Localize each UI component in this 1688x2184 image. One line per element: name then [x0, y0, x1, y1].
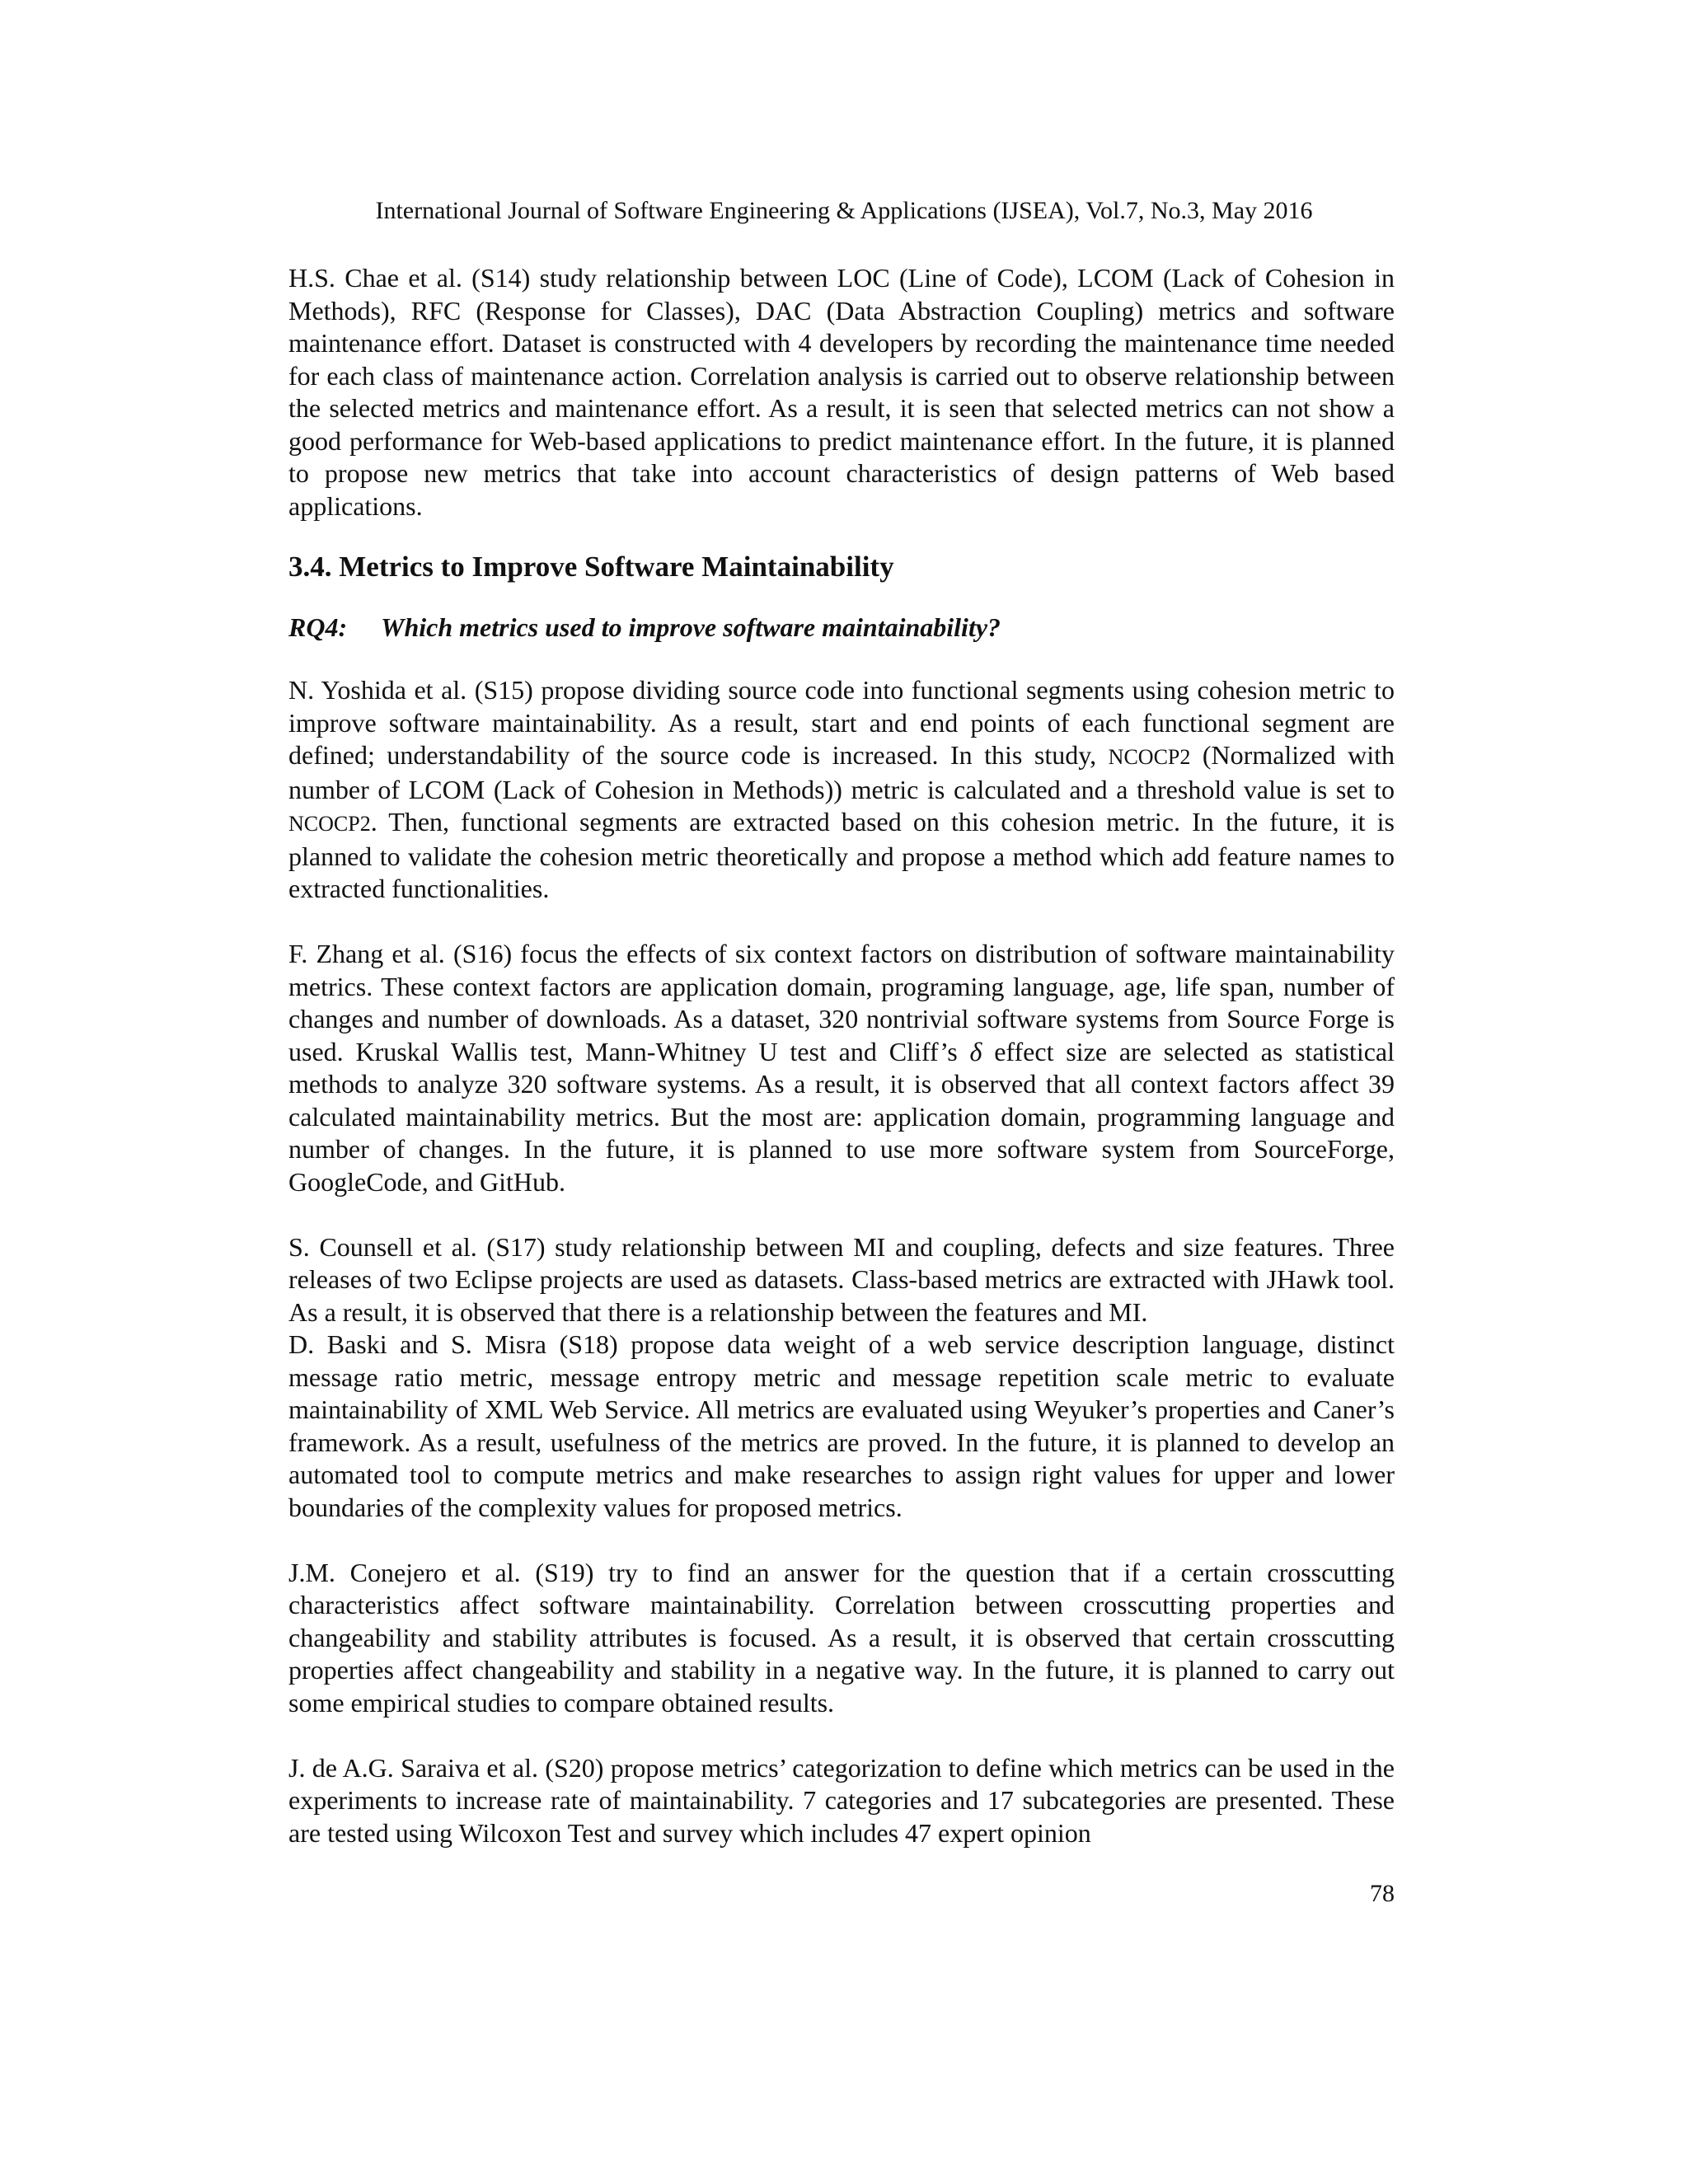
paragraph-s16 [288, 938, 1395, 1198]
paragraph-s16-part-b: effect size are selected as statistical methods to analyze 320 software systems. As a result, it is observed that all context factors affect 39 calculated maintainability metrics. But the most are: application domain, programming language and number of changes. In the future, it is planned to use more software system from SourceForge, GoogleCode, and GitHub. [288, 1036, 1395, 1197]
metric-ncocp2: NCOCP2 [288, 812, 371, 836]
paragraph-s15-part-c: . Then, functional segments are extracted based on this cohesion metric. In the future, it is planned to validate the cohesion metric theoretically and propose a method which add feature names to extracted functionalities. [288, 807, 1395, 903]
running-header: International Journal of Software Engineering & Applications (IJSEA), Vol.7, No.3, May 2016 [375, 197, 1313, 224]
paragraph-s17: S. Counsell et al. (S17) study relationship between MI and coupling, defects and size features. Three releases of two Eclipse projects are used as datasets. Class-based metrics are extracted with JHawk tool. As a result, it is observed that there is a relationship between the features and MI. [288, 1231, 1395, 1327]
page-body [288, 262, 1395, 1849]
section-title: 3.4. Metrics to Improve Software Maintainability [288, 551, 894, 583]
rq-text: Which metrics used to improve software maintainability? [381, 612, 1001, 642]
metric-ncocp2: NCOCP2 [1108, 745, 1191, 769]
paragraph-s15 [288, 674, 1395, 906]
paragraph-s16-part-a: F. Zhang et al. (S16) focus the effects of six context factors on distribution of software maintainability metrics. These context factors are application domain, programing language, age, life span, number of changes and number of downloads. As a dataset, 320 nontrivial software systems from Source Forge is used. Kruskal Wallis test, Mann-Whitney U test and Cliff’s [288, 939, 1395, 1066]
rq-label: RQ4: [288, 612, 348, 642]
paragraph-s18: D. Baski and S. Misra (S18) propose data weight of a web service description language, distinct message ratio metric, message entropy metric and message repetition scale metric to evaluate maintainability of XML Web Service. All metrics are evaluated using Weyuker’s properties and Caner’s framework. As a result, usefulness of the metrics are proved. In the future, it is planned to develop an automated tool to compute metrics and make researches to assign right values for upper and lower boundaries of the complexity values for proposed metrics. [288, 1329, 1395, 1522]
research-question [288, 611, 1395, 644]
delta-symbol: δ [969, 1036, 982, 1066]
paragraph-s19: J.M. Conejero et al. (S19) try to find an answer for the question that if a certain crosscutting characteristics affect software maintainability. Correlation between crosscutting properties and changeability and stability attributes is focused. As a result, it is observed that certain crosscutting properties affect changeability and stability in a negative way. In the future, it is planned to carry out some empirical studies to compare obtained results. [288, 1557, 1395, 1718]
paragraph-s14: H.S. Chae et al. (S14) study relationship between LOC (Line of Code), LCOM (Lack of Cohesion in Methods), RFC (Response for Classes), DAC (Data Abstraction Coupling) metrics and software maintenance effort. Dataset is constructed with 4 developers by recording the maintenance time needed for each class of maintenance action. Correlation analysis is carried out to observe relationship between the selected metrics and maintenance effort. As a result, it is seen that selected metrics can not show a good performance for Web-based applications to predict maintenance effort. In the future, it is planned to propose new metrics that take into account characteristics of design patterns of Web based applications. [288, 263, 1395, 521]
paragraph-s15-part-a: N. Yoshida et al. (S15) propose dividing source code into functional segments using cohesion metric to improve software maintainability. As a result, start and end points of each functional segment are defined; understandability of the source code is increased. In this study, [288, 675, 1395, 770]
page-number: 78 [1370, 1880, 1395, 1907]
paragraph-s20: J. de A.G. Saraiva et al. (S20) propose metrics’ categorization to define which metrics can be used in the experiments to increase rate of maintainability. 7 categories and 17 subcategories are presented. These are tested using Wilcoxon Test and survey which includes 47 expert opinion [288, 1752, 1395, 1848]
paragraph-s15-part-b: (Normalized with number of LCOM (Lack of Cohesion in Methods)) metric is calculated and a threshold value is set to [288, 740, 1395, 804]
